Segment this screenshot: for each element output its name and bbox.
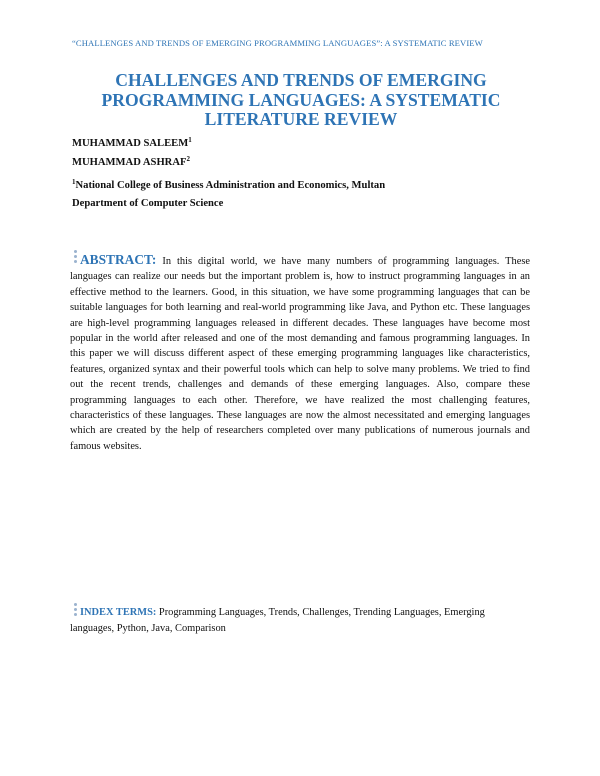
author-superscript: 2 (186, 155, 190, 163)
running-head: “CHALLENGES AND TRENDS OF EMERGING PROGRAMMING LANGUAGES”: A SYSTEMATIC REVIEW (72, 38, 483, 48)
author-1 (72, 134, 192, 150)
affiliation-text: National College of Business Administration and Economics, Multan (75, 180, 386, 191)
author-2 (72, 153, 190, 169)
abstract-text: In this digital world, we have many numbers of programming languages. These languages can realize our needs but the important problem is, how to instruct programming languages in an effective method to the learners. Good, in this situation, we have some programming languages that can be suitable languages for both learning and real-world programming like Java, and Python etc. These languages are high-level programming languages released in different decades. These languages have become most popular in the world after released and one of the most demanding and famous programming languages. In this paper we will discuss different aspect of these emerging programming languages like characteristics, features, organized syntax and their powerful tools which can help to solve many problems. We tried to find out the recent trends, challenges and demands of these emerging languages. Also, compare these programming languages to each other. Therefore, we have realized the most challenging features, characteristics of these languages. These languages are now the almost necessitated and emerging languages which are created by the help of researchers completed over many publications of numerous journals and famous websites. (70, 256, 530, 452)
abstract-heading: ABSTRACT: (80, 252, 157, 267)
department: Department of Computer Science (72, 198, 224, 209)
paper-title: CHALLENGES AND TRENDS OF EMERGING PROGRAMMING LANGUAGES: A SYSTEMATIC LITERATURE REVIEW (101, 70, 501, 129)
index-terms-paragraph (70, 605, 530, 637)
author-name: MUHAMMAD ASHRAF (72, 157, 187, 168)
author-name: MUHAMMAD SALEEM (72, 138, 189, 149)
abstract-paragraph (70, 252, 530, 454)
affiliation (72, 176, 385, 192)
affiliation-superscript: 1 (72, 178, 76, 186)
index-terms-text: Programming Languages, Trends, Challenges, Trending Languages, Emerging languages, Python, Java, Comparison (70, 607, 485, 634)
index-terms-heading: INDEX TERMS: (80, 607, 157, 618)
author-superscript: 1 (188, 136, 192, 144)
